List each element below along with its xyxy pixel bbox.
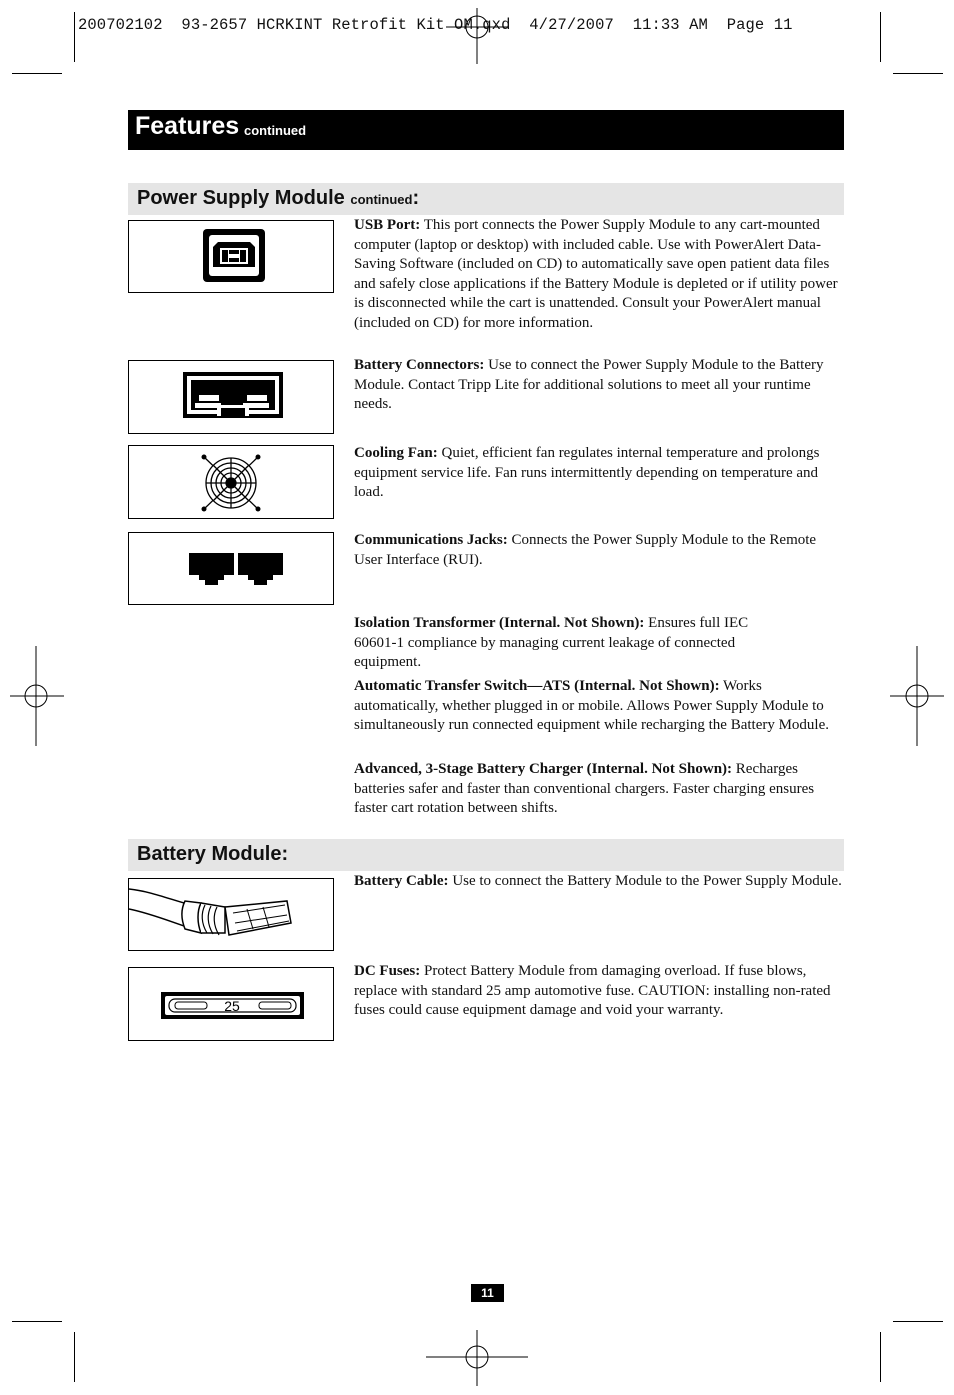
cooling-fan-image bbox=[128, 445, 334, 519]
registration-mark-bottom bbox=[426, 1330, 528, 1386]
usb-port-description bbox=[354, 216, 844, 333]
power-supply-section-colon: : bbox=[412, 187, 420, 209]
ats-text: Works automatically, whether plugged in or mobile. Allows Power Supply Module to simultaneously run connected equipment while recharging the Battery Module. bbox=[354, 678, 830, 733]
battery-connectors-image bbox=[128, 360, 334, 434]
dc-fuse-icon bbox=[129, 968, 335, 1042]
dc-fuses-description bbox=[354, 962, 844, 1021]
cooling-fan-description bbox=[354, 444, 844, 503]
battery-charger-text: Recharges batteries safer and faster than conventional chargers. Faster charging ensures faster cart rotation between shifts. bbox=[354, 761, 815, 816]
battery-charger-description bbox=[354, 760, 846, 819]
features-subtitle: continued bbox=[244, 123, 307, 138]
usb-port-label: USB Port: bbox=[354, 217, 421, 233]
cooling-fan-icon bbox=[129, 446, 335, 520]
battery-charger-label: Advanced, 3-Stage Battery Charger (Internal. Not Shown): bbox=[354, 761, 733, 777]
battery-module-section-title: Battery Module: bbox=[137, 843, 289, 865]
features-header bbox=[128, 110, 844, 150]
power-supply-section-header bbox=[128, 183, 844, 215]
isolation-transformer-description bbox=[354, 614, 794, 673]
communications-jacks-description bbox=[354, 531, 844, 570]
communications-jacks-text: Connects the Power Supply Module to the Remote User Interface (RUI). bbox=[354, 532, 817, 568]
dc-fuses-image bbox=[128, 967, 334, 1041]
power-supply-section-suffix: continued bbox=[350, 192, 413, 207]
ats-description bbox=[354, 677, 844, 736]
usb-port-text: This port connects the Power Supply Module to any cart-mounted computer (laptop or desktop) with included cable. Use with PowerAlert Data-Saving Software (included on CD) to automatically save open patient data files and safely close applications if the Battery Module is depleted or if utility power is disconnected while the cart is unattended. Consult your PowerAlert manual (included on CD) for more information. bbox=[354, 217, 838, 331]
features-title: Features bbox=[135, 112, 240, 140]
battery-cable-image bbox=[128, 878, 334, 951]
isolation-transformer-text: Ensures full IEC 60601-1 compliance by managing current leakage of connected equipment. bbox=[354, 615, 749, 670]
power-supply-section-title: Power Supply Module bbox=[137, 187, 345, 209]
battery-module-section-header bbox=[128, 839, 844, 871]
fuse-rating-text: 25 bbox=[224, 998, 240, 1014]
battery-cable-description bbox=[354, 872, 844, 892]
registration-mark-right bbox=[890, 646, 944, 746]
battery-cable-label: Battery Cable: bbox=[354, 873, 449, 889]
usb-port-image bbox=[128, 220, 334, 293]
battery-cable-text: Use to connect the Battery Module to the Power Supply Module. bbox=[448, 873, 842, 889]
registration-mark-top bbox=[446, 8, 508, 64]
battery-connectors-text: Use to connect the Power Supply Module to the Battery Module. Contact Tripp Lite for additional solutions to meet all your runtime needs. bbox=[354, 357, 824, 412]
registration-mark-left bbox=[10, 646, 64, 746]
communications-jacks-icon bbox=[129, 533, 335, 606]
cooling-fan-label: Cooling Fan: bbox=[354, 445, 438, 461]
page-number: 11 bbox=[471, 1284, 504, 1302]
communications-jacks-image bbox=[128, 532, 334, 605]
print-slug: 200702102 93-2657 HCRKINT Retrofit Kit OM.qxd 4/27/2007 11:33 AM Page 11 bbox=[78, 16, 793, 34]
usb-port-icon bbox=[129, 221, 335, 294]
ats-label: Automatic Transfer Switch—ATS (Internal. Not Shown): bbox=[354, 678, 720, 694]
battery-connector-icon bbox=[129, 361, 335, 435]
battery-cable-icon bbox=[129, 879, 335, 952]
dc-fuses-label: DC Fuses: bbox=[354, 963, 421, 979]
communications-jacks-label: Communications Jacks: bbox=[354, 532, 508, 548]
isolation-transformer-label: Isolation Transformer (Internal. Not Shown): bbox=[354, 615, 645, 631]
battery-connectors-label: Battery Connectors: bbox=[354, 357, 485, 373]
battery-connectors-description bbox=[354, 356, 844, 415]
cooling-fan-text: Quiet, efficient fan regulates internal temperature and prolongs equipment service life. Fan runs intermittently depending on temperature and load. bbox=[354, 445, 820, 500]
dc-fuses-text: Protect Battery Module from damaging overload. If fuse blows, replace with standard 25 amp automotive fuse. CAUTION: installing non-rated fuses could cause equipment damage and void your warranty. bbox=[354, 963, 831, 1018]
